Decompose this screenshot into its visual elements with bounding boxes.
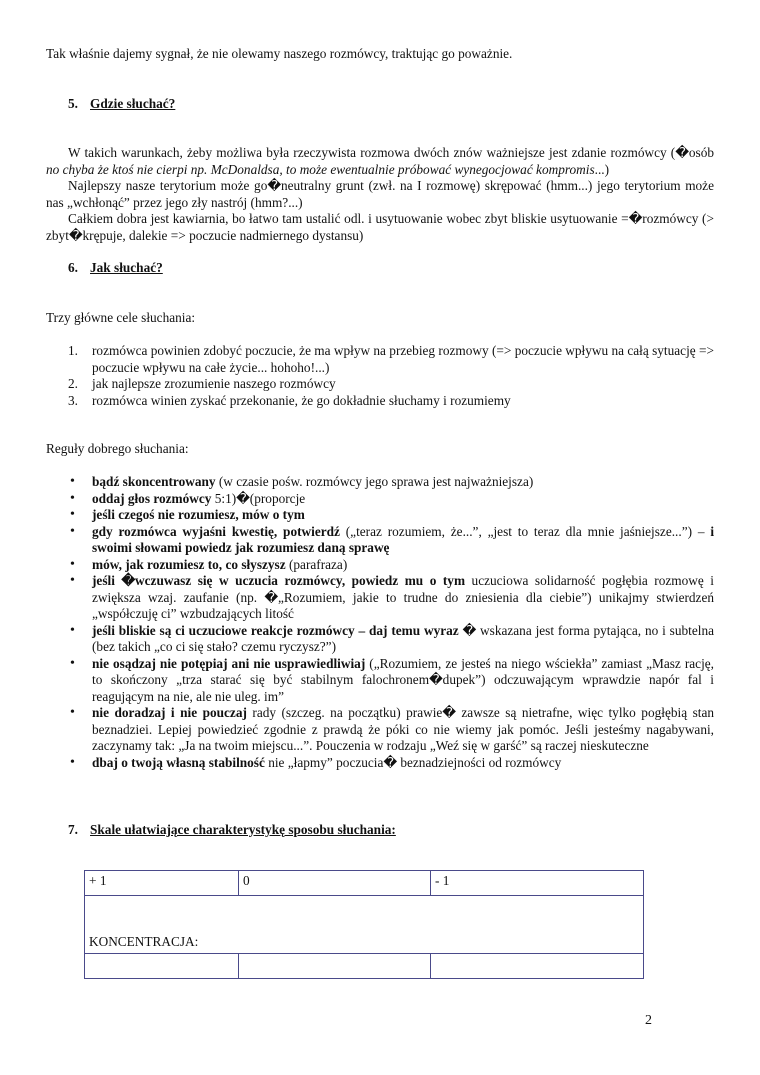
section-title: Jak słuchać? <box>90 260 163 275</box>
table-row <box>85 954 644 979</box>
list-item: • jeśli czegoś nie rozumiesz, mów o tym <box>70 507 305 522</box>
table-cell: 0 <box>239 871 431 896</box>
list-item: 2. jak najlepsze zrozumienie naszego rozmówcy <box>68 376 336 391</box>
bullet-icon: • <box>70 474 75 489</box>
table-row <box>85 896 644 954</box>
section-number: 6. <box>68 260 78 275</box>
section-number: 7. <box>68 822 78 837</box>
page-number: 2 <box>645 1013 652 1028</box>
bullet-icon: • <box>70 705 75 720</box>
section-title: Skale ułatwiające charakterystykę sposobu słuchania: <box>90 822 396 837</box>
list-item: • gdy rozmówca wyjaśni kwestię, potwierdź („teraz rozumiem, że...”, „jest to teraz dla mnie jaśniejsze...”) – i swoimi słowami powiedz jak rozumiesz daną sprawę <box>70 523 715 555</box>
list-item: • nie doradzaj i nie pouczaj rady (szczeg. na początku) prawie� zawsze są nietrafne, więc tylko pogłębią stan beznadziei. Lepiej powiedzieć zgodnie z prawdą że póki co nie wiemy jak pomóc. Jeśli jesteśmy nagabywani, zaczynamy tak: „Ja na twoim miejscu...”. Pouczenia w rodzaju „Weź się w garść” są raczej nieskuteczne <box>70 705 714 753</box>
table-cell: KONCENTRACJA: <box>85 896 644 954</box>
list-item: • jeśli �wczuwasz się w uczucia rozmówcy, powiedz mu o tym uczuciowa solidarność pogłębia rozmowę i zwiększa wzaj. zaufanie (np. �„Rozumiem, jakie to trudne do zniesienia dla ciebie”) unikajmy stwierdzeń „współczuję ci” wzbudzających litość <box>70 573 714 621</box>
list-item: • oddaj głos rozmówcy 5:1)�(proporcje <box>70 490 306 506</box>
bullet-icon: • <box>70 556 75 572</box>
section-5-body <box>46 145 714 244</box>
paragraph: Całkiem dobra jest kawiarnia, bo łatwo tam ustalić odl. i usytuowanie wobec zbyt bliskie usytuowanie =�rozmówcy (> zbyt�krępuje, dalekie => poczucie nadmiernego dystansu) <box>46 211 714 243</box>
section-title: Gdzie słuchać? <box>90 96 176 111</box>
list-item: • dbaj o twoją własną stabilność nie „łapmy” poczucia� beznadziejności od rozmówcy <box>70 754 562 770</box>
rules-list <box>46 474 714 771</box>
rules-intro: Reguły dobrego słuchania: <box>46 441 189 456</box>
bullet-icon: • <box>70 573 75 588</box>
list-item: 3. rozmówca winien zyskać przekonanie, że go dokładnie słuchamy i rozumiemy <box>68 392 511 408</box>
listening-scale-table <box>84 870 644 979</box>
section-number: 5. <box>68 96 78 111</box>
bullet-icon: • <box>70 754 75 770</box>
section-6-heading <box>68 260 163 277</box>
table-cell: + 1 <box>85 871 239 896</box>
list-item: • nie osądzaj nie potępiaj ani nie usprawiedliwiaj („Rozumiem, ze jesteś na niego wściekła” zamiast „Masz rację, to skończony „trza starać się być stabilnym falochronem�dupek”) odczuwającym wprawdzie napór fal i reagującym na nie, ale nie uleg. im” <box>70 655 714 704</box>
bullet-icon: • <box>70 490 75 506</box>
intro-line: Tak właśnie dajemy sygnał, że nie olewamy naszego rozmówcy, traktując go poważnie. <box>46 46 513 61</box>
list-item: 1. rozmówca powinien zdobyć poczucie, że ma wpływ na przebieg rozmowy (=> poczucie wpływu na całą sytuację => poczucie wpływu na całe życie... hohoho!...) <box>68 343 714 375</box>
section-5-heading <box>68 96 175 113</box>
list-item: • bądź skoncentrowany (w czasie pośw. rozmówcy jego sprawa jest najważniejsza) <box>70 474 534 489</box>
bullet-icon: • <box>70 622 75 638</box>
table-cell <box>239 954 431 979</box>
list-item: • mów, jak rozumiesz to, co słyszysz (parafraza) <box>70 556 348 572</box>
section-7-heading <box>68 822 396 839</box>
bullet-icon: • <box>70 523 75 539</box>
table-cell <box>85 954 239 979</box>
table-cell <box>431 954 644 979</box>
paragraph: W takich warunkach, żeby możliwa była rzeczywista rozmowa dwóch znów ważniejsze jest zdanie rozmówcy (�osób no chyba że ktoś nie cierpi np. McDonaldsa, to może ewentualnie próbować wynegocjować kompromis...) <box>46 145 714 177</box>
table-row <box>85 871 644 896</box>
table-cell: - 1 <box>431 871 644 896</box>
goals-list <box>46 343 714 409</box>
list-item: • jeśli bliskie są ci uczuciowe reakcje rozmówcy – daj temu wyraz � wskazana jest forma pytająca, no i subtelna (bez takich „co ci się stało? czemu ryczysz?”) <box>70 622 714 654</box>
goals-intro: Trzy główne cele słuchania: <box>46 310 196 325</box>
paragraph: Najlepszy nasze terytorium może go�neutralny grunt (zwł. na I rozmowę) skrępować (hmm...) jego terytorium może nas „wchłonąć” przez jego zły nastrój (hmm?...) <box>46 178 714 210</box>
bullet-icon: • <box>70 655 75 671</box>
bullet-icon: • <box>70 507 75 522</box>
